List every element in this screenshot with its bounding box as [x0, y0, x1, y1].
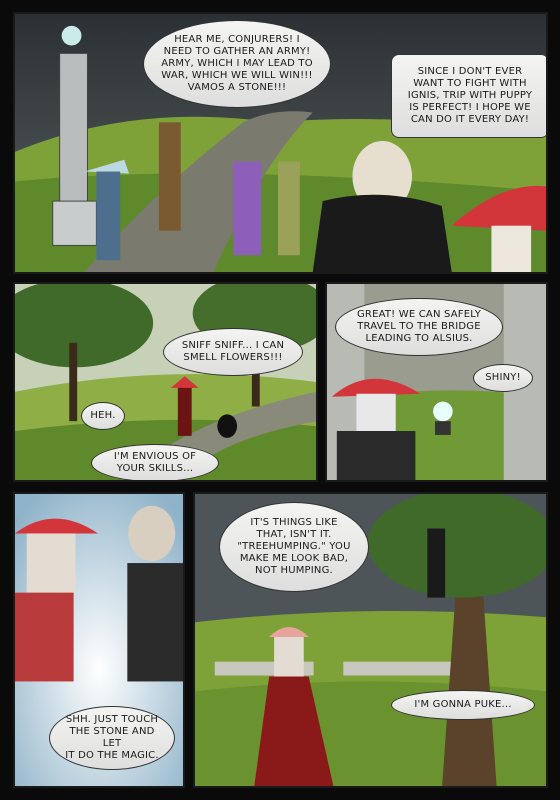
- speech-bubble-army: HEAR ME, CONJURERS! I NEED TO GATHER AN ARMY! ARMY, WHICH I MAY LEAD TO WAR, WHICH WE WILL WIN!!! VAMOS A STONE!!!: [143, 20, 331, 108]
- speech-bubble-puppy: SINCE I DON'T EVER WANT TO FIGHT WITH IGNIS, TRIP WITH PUPPY IS PERFECT! I HOPE WE CAN DO IT EVERY DAY!: [391, 54, 548, 138]
- speech-bubble-shiny: SHINY!: [473, 364, 533, 392]
- panel-3: [325, 282, 548, 482]
- speech-bubble-sniff: SNIFF SNIFF... I CAN SMELL FLOWERS!!!: [163, 328, 303, 376]
- panel-1: [13, 12, 548, 274]
- panel-2: [13, 282, 318, 482]
- panel-5: [193, 492, 548, 788]
- glowing-stone-orb: [433, 402, 453, 422]
- panel-4: [13, 492, 185, 788]
- speech-bubble-stone-magic: SHH. JUST TOUCH THE STONE AND LET IT DO THE MAGIC.: [49, 706, 175, 770]
- speech-bubble-bridge: GREAT! WE CAN SAFELY TRAVEL TO THE BRIDGE LEADING TO ALSIUS.: [335, 298, 503, 356]
- speech-bubble-heh: HEH.: [81, 402, 125, 430]
- glowing-orb: [62, 26, 82, 46]
- speech-bubble-puke: I'M GONNA PUKE...: [391, 690, 535, 720]
- speech-bubble-envious: I'M ENVIOUS OF YOUR SKILLS...: [91, 444, 219, 482]
- speech-bubble-treehumping: IT'S THINGS LIKE THAT, ISN'T IT. "TREEHUMPING." YOU MAKE ME LOOK BAD, NOT HUMPING.: [219, 502, 369, 592]
